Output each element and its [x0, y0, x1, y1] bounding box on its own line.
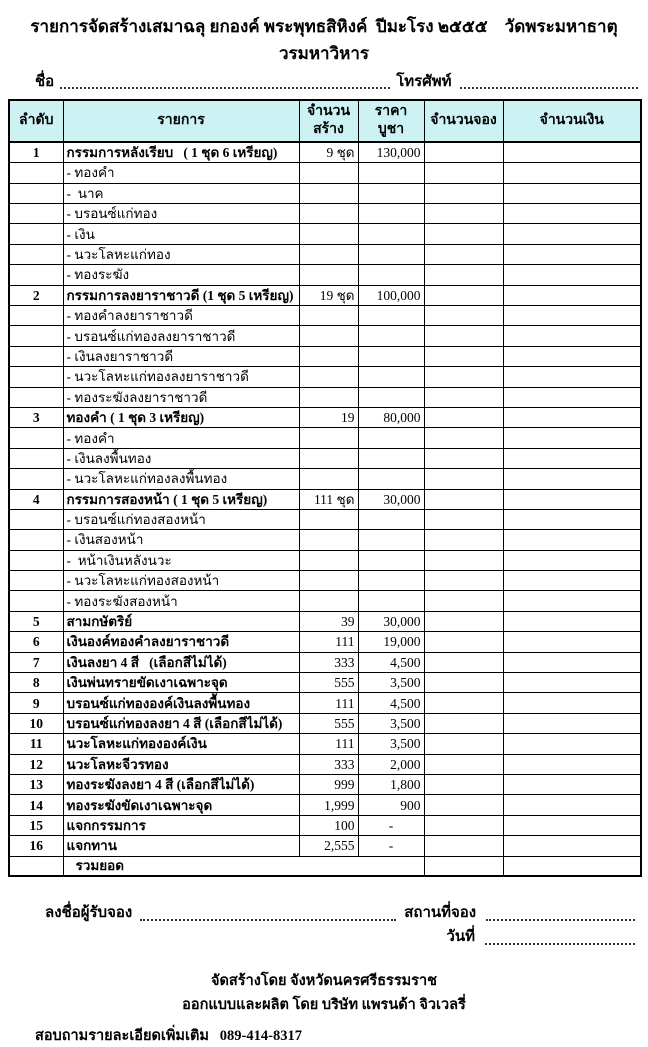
cell-item: - บรอนซ์แก่ทองลงยาราชาวดี: [63, 326, 299, 346]
cell-reserve: [424, 244, 503, 264]
table-row: [9, 509, 641, 529]
cell-price: 80,000: [358, 407, 424, 427]
cell-price: [358, 346, 424, 366]
cell-no: [9, 224, 63, 244]
cell-price: 4,500: [358, 652, 424, 672]
cell-no: [9, 204, 63, 224]
date-label: วันที่: [446, 929, 475, 946]
cell-item: - หน้าเงินหลังนวะ: [63, 550, 299, 570]
cell-price: [358, 326, 424, 346]
cell-amount: [503, 224, 641, 244]
cell-price: [358, 265, 424, 285]
cell-item: - นาค: [63, 183, 299, 203]
cell-price: 100,000: [358, 285, 424, 305]
cell-amount: [503, 163, 641, 183]
table-row: [9, 224, 641, 244]
table-row: [9, 795, 641, 815]
cell-no: 3: [9, 407, 63, 427]
cell-amount: [503, 673, 641, 693]
cell-reserve: [424, 346, 503, 366]
cell-reserve: [424, 611, 503, 631]
cell-qty: [299, 224, 358, 244]
cell-amount: [503, 530, 641, 550]
table-row: [9, 815, 641, 835]
place-label: สถานที่จอง: [404, 905, 477, 922]
cell-amount: [503, 306, 641, 326]
place-fill-line: [486, 908, 635, 921]
cell-amount: [503, 285, 641, 305]
cell-no: 4: [9, 489, 63, 509]
cell-price: [358, 428, 424, 448]
cell-no: [9, 530, 63, 550]
cell-qty: [299, 346, 358, 366]
cell-item: สามกษัตริย์: [63, 611, 299, 631]
cell-reserve: [424, 489, 503, 509]
cell-no: [9, 163, 63, 183]
cell-reserve: [424, 183, 503, 203]
signature-section: [0, 905, 648, 946]
cell-no: [9, 244, 63, 264]
cell-amount: [503, 428, 641, 448]
cell-total-label: รวมยอด: [63, 856, 424, 876]
cell-no: [9, 265, 63, 285]
date-fill-line: [485, 932, 635, 945]
cell-qty: 111: [299, 632, 358, 652]
table-row: [9, 469, 641, 489]
table-row: [9, 530, 641, 550]
table-row: [9, 387, 641, 407]
cell-reserve: [424, 285, 503, 305]
cell-amount: [503, 326, 641, 346]
cell-qty: [299, 469, 358, 489]
cell-item: - ทองระฆัง: [63, 265, 299, 285]
cell-no: [9, 571, 63, 591]
cell-qty: [299, 163, 358, 183]
cell-price: [358, 163, 424, 183]
cell-qty: [299, 530, 358, 550]
cell-qty: [299, 326, 358, 346]
cell-amount: [503, 448, 641, 468]
cell-amount: [503, 244, 641, 264]
cell-reserve: [424, 387, 503, 407]
cell-item: เงินพ่นทรายขัดเงาเฉพาะจุด: [63, 673, 299, 693]
cell-price: [358, 306, 424, 326]
cell-item: - ทองคำ: [63, 163, 299, 183]
cell-reserve: [424, 856, 503, 876]
cell-qty: 111 ชุด: [299, 489, 358, 509]
date-row: [0, 929, 635, 946]
cell-no: [9, 469, 63, 489]
cell-amount: [503, 183, 641, 203]
cell-item: - เงินสองหน้า: [63, 530, 299, 550]
cell-qty: 111: [299, 693, 358, 713]
cell-price: 3,500: [358, 673, 424, 693]
cell-price: [358, 448, 424, 468]
cell-reserve: [424, 734, 503, 754]
table-row: [9, 836, 641, 856]
cell-item: แจกกรรมการ: [63, 815, 299, 835]
table-row: [9, 734, 641, 754]
cell-no: [9, 550, 63, 570]
cell-reserve: [424, 591, 503, 611]
order-table: [8, 99, 642, 877]
cell-qty: [299, 387, 358, 407]
cell-item: นวะโลหะแก่ทององค์เงิน: [63, 734, 299, 754]
table-row: [9, 163, 641, 183]
cell-price: 2,000: [358, 754, 424, 774]
cell-price: [358, 183, 424, 203]
cell-reserve: [424, 204, 503, 224]
table-row: [9, 265, 641, 285]
cell-no: 11: [9, 734, 63, 754]
cell-reserve: [424, 815, 503, 835]
cell-amount: [503, 571, 641, 591]
cell-item: - เงินลงยาราชาวดี: [63, 346, 299, 366]
cell-price: [358, 509, 424, 529]
cell-qty: [299, 265, 358, 285]
cell-qty: [299, 204, 358, 224]
cell-item: นวะโลหะจีวรทอง: [63, 754, 299, 774]
table-row: [9, 489, 641, 509]
cell-reserve: [424, 754, 503, 774]
col-header-reserve: จำนวนจอง: [424, 100, 503, 142]
cell-qty: [299, 550, 358, 570]
cell-no: [9, 183, 63, 203]
cell-qty: [299, 183, 358, 203]
cell-qty: 100: [299, 815, 358, 835]
table-header-row: [9, 100, 641, 142]
cell-no: 13: [9, 774, 63, 794]
table-row: [9, 774, 641, 794]
cell-price: 19,000: [358, 632, 424, 652]
col-header-amount: จำนวนเงิน: [503, 100, 641, 142]
cell-item: - ทองระฆังลงยาราชาวดี: [63, 387, 299, 407]
cell-qty: 333: [299, 652, 358, 672]
cell-reserve: [424, 163, 503, 183]
cell-qty: [299, 571, 358, 591]
cell-reserve: [424, 265, 503, 285]
cell-price: -: [358, 836, 424, 856]
cell-amount: [503, 836, 641, 856]
cell-reserve: [424, 306, 503, 326]
cell-price: [358, 550, 424, 570]
cell-amount: [503, 346, 641, 366]
cell-item: เงินลงยา 4 สี (เลือกสีไม่ได้): [63, 652, 299, 672]
cell-reserve: [424, 428, 503, 448]
cell-qty: [299, 448, 358, 468]
cell-no: 9: [9, 693, 63, 713]
cell-amount: [503, 815, 641, 835]
cell-amount: [503, 713, 641, 733]
cell-reserve: [424, 673, 503, 693]
phone-label: โทรศัพท์: [396, 74, 452, 90]
cell-price: [358, 387, 424, 407]
cell-item: บรอนซ์แก่ทององค์เงินลงพื้นทอง: [63, 693, 299, 713]
cell-reserve: [424, 693, 503, 713]
cell-amount: [503, 856, 641, 876]
cell-amount: [503, 367, 641, 387]
cell-amount: [503, 407, 641, 427]
col-header-no: ลำดับ: [9, 100, 63, 142]
cell-qty: 999: [299, 774, 358, 794]
cell-price: [358, 571, 424, 591]
cell-item: - ทองคำ: [63, 428, 299, 448]
cell-no: 6: [9, 632, 63, 652]
cell-price: [358, 367, 424, 387]
cell-item: ทองคำ ( 1 ชุด 3 เหรียญ): [63, 407, 299, 427]
table-row: [9, 346, 641, 366]
cell-price: 130,000: [358, 142, 424, 162]
table-row: [9, 285, 641, 305]
cell-amount: [503, 754, 641, 774]
cell-price: [358, 469, 424, 489]
table-row: [9, 407, 641, 427]
cell-qty: 2,555: [299, 836, 358, 856]
footer-line-manufacturer: ออกแบบและผลิต โดย บริษัท แพรนด้า จิวเวลรี่: [182, 996, 466, 1013]
cell-item: - ทองคำลงยาราชาวดี: [63, 306, 299, 326]
cell-item: - นวะโลหะแก่ทองสองหน้า: [63, 571, 299, 591]
cell-no: [9, 448, 63, 468]
cell-item: กรรมการลงยาราชาวดี (1 ชุด 5 เหรียญ): [63, 285, 299, 305]
cell-no: 7: [9, 652, 63, 672]
cell-amount: [503, 734, 641, 754]
cell-reserve: [424, 224, 503, 244]
table-row: [9, 448, 641, 468]
cell-qty: 9 ชุด: [299, 142, 358, 162]
cell-price: [358, 224, 424, 244]
cell-qty: 19 ชุด: [299, 285, 358, 305]
cell-price: 900: [358, 795, 424, 815]
cell-amount: [503, 693, 641, 713]
cell-amount: [503, 387, 641, 407]
cell-qty: 39: [299, 611, 358, 631]
cell-no: [9, 509, 63, 529]
cell-amount: [503, 265, 641, 285]
cell-reserve: [424, 326, 503, 346]
cell-amount: [503, 795, 641, 815]
cell-reserve: [424, 795, 503, 815]
cell-reserve: [424, 469, 503, 489]
table-row: [9, 244, 641, 264]
cell-price: 1,800: [358, 774, 424, 794]
table-row: [9, 856, 641, 876]
cell-no: [9, 856, 63, 876]
cell-no: 10: [9, 713, 63, 733]
cell-price: -: [358, 815, 424, 835]
footer-section: [0, 970, 648, 1016]
cell-item: บรอนซ์แก่ทองลงยา 4 สี (เลือกสีไม่ได้): [63, 713, 299, 733]
cell-price: [358, 244, 424, 264]
cell-item: - เงินลงพื้นทอง: [63, 448, 299, 468]
cell-amount: [503, 550, 641, 570]
table-row: [9, 326, 641, 346]
cell-item: แจกทาน: [63, 836, 299, 856]
cell-no: 12: [9, 754, 63, 774]
cell-qty: 555: [299, 713, 358, 733]
cell-no: 5: [9, 611, 63, 631]
cell-reserve: [424, 836, 503, 856]
cell-qty: [299, 367, 358, 387]
table-row: [9, 571, 641, 591]
cell-no: 14: [9, 795, 63, 815]
cell-qty: 333: [299, 754, 358, 774]
table-row: [9, 652, 641, 672]
name-phone-line: [35, 74, 638, 90]
table-row: [9, 550, 641, 570]
col-header-price: ราคา บูชา: [358, 100, 424, 142]
cell-no: [9, 367, 63, 387]
cell-no: [9, 591, 63, 611]
page-title: รายการจัดสร้างเสมาฉลุ ยกองค์ พระพุทธสิหิงค์ ปีมะโรง ๒๕๕๕ วัดพระมหาธาตุวรมหาวิหาร: [30, 17, 618, 63]
cell-qty: [299, 591, 358, 611]
col-header-item: รายการ: [63, 100, 299, 142]
table-row: [9, 754, 641, 774]
cell-item: กรรมการหลังเรียบ ( 1 ชุด 6 เหรียญ): [63, 142, 299, 162]
cell-qty: 111: [299, 734, 358, 754]
cell-reserve: [424, 407, 503, 427]
cell-no: 1: [9, 142, 63, 162]
cell-no: [9, 326, 63, 346]
table-row: [9, 632, 641, 652]
cell-qty: 1,999: [299, 795, 358, 815]
cell-item: - นวะโลหะแก่ทองลงยาราชาวดี: [63, 367, 299, 387]
cell-amount: [503, 204, 641, 224]
cell-amount: [503, 489, 641, 509]
table-row: [9, 183, 641, 203]
cell-item: ทองระฆังขัดเงาเฉพาะจุด: [63, 795, 299, 815]
col-header-qty: จำนวน สร้าง: [299, 100, 358, 142]
cell-no: [9, 306, 63, 326]
cell-reserve: [424, 530, 503, 550]
table-row: [9, 142, 641, 162]
cell-price: 30,000: [358, 489, 424, 509]
table-row: [9, 591, 641, 611]
cell-no: 16: [9, 836, 63, 856]
cell-no: 2: [9, 285, 63, 305]
cell-price: [358, 204, 424, 224]
cell-reserve: [424, 774, 503, 794]
cell-item: - ทองระฆังสองหน้า: [63, 591, 299, 611]
table-row: [9, 367, 641, 387]
cell-price: 30,000: [358, 611, 424, 631]
table-row: [9, 713, 641, 733]
cell-reserve: [424, 652, 503, 672]
table-row: [9, 306, 641, 326]
cell-amount: [503, 632, 641, 652]
cell-amount: [503, 652, 641, 672]
table-row: [9, 673, 641, 693]
cell-no: 15: [9, 815, 63, 835]
cell-qty: 19: [299, 407, 358, 427]
cell-amount: [503, 509, 641, 529]
cell-qty: [299, 509, 358, 529]
cell-item: ทองระฆังลงยา 4 สี (เลือกสีไม่ได้): [63, 774, 299, 794]
cell-amount: [503, 774, 641, 794]
cell-no: [9, 428, 63, 448]
cell-item: - นวะโลหะแก่ทอง: [63, 244, 299, 264]
sign-fill-line: [140, 908, 396, 921]
cell-reserve: [424, 448, 503, 468]
table-row: [9, 693, 641, 713]
cell-price: 3,500: [358, 734, 424, 754]
name-fill-line: [60, 76, 390, 89]
cell-qty: [299, 244, 358, 264]
footer-contact-phone: สอบถามรายละเอียดเพิ่มเติม 089-414-8317: [35, 1027, 302, 1044]
cell-amount: [503, 591, 641, 611]
cell-qty: [299, 428, 358, 448]
cell-price: 4,500: [358, 693, 424, 713]
cell-reserve: [424, 571, 503, 591]
table-row: [9, 428, 641, 448]
cell-price: [358, 530, 424, 550]
cell-reserve: [424, 367, 503, 387]
cell-no: [9, 346, 63, 366]
cell-reserve: [424, 713, 503, 733]
cell-item: - บรอนซ์แก่ทองสองหน้า: [63, 509, 299, 529]
signature-row: [45, 905, 635, 922]
cell-item: กรรมการสองหน้า ( 1 ชุด 5 เหรียญ): [63, 489, 299, 509]
cell-qty: [299, 306, 358, 326]
cell-reserve: [424, 550, 503, 570]
cell-item: - บรอนซ์แก่ทอง: [63, 204, 299, 224]
cell-amount: [503, 142, 641, 162]
name-label: ชื่อ: [35, 74, 55, 90]
sign-label: ลงชื่อผู้รับจอง: [45, 905, 133, 922]
cell-reserve: [424, 632, 503, 652]
cell-amount: [503, 611, 641, 631]
footer-line-organizer: จัดสร้างโดย จังหวัดนครศรีธรรมราช: [211, 973, 437, 990]
cell-price: 3,500: [358, 713, 424, 733]
table-row: [9, 204, 641, 224]
cell-item: เงินองค์ทองคำลงยาราชาวดี: [63, 632, 299, 652]
cell-reserve: [424, 509, 503, 529]
phone-fill-line: [460, 76, 638, 89]
cell-no: [9, 387, 63, 407]
cell-item: - เงิน: [63, 224, 299, 244]
cell-reserve: [424, 142, 503, 162]
cell-qty: 555: [299, 673, 358, 693]
cell-item: - นวะโลหะแก่ทองลงพื้นทอง: [63, 469, 299, 489]
cell-price: [358, 591, 424, 611]
cell-no: 8: [9, 673, 63, 693]
table-row: [9, 611, 641, 631]
cell-amount: [503, 469, 641, 489]
